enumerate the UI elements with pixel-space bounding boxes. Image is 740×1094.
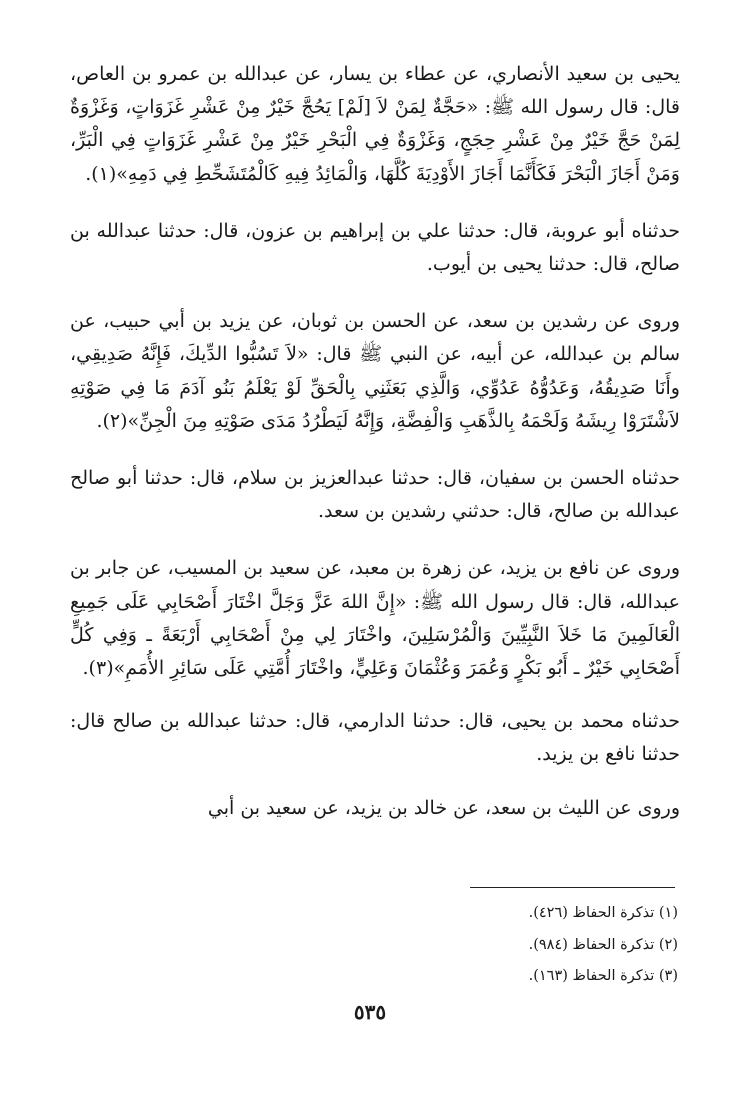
paragraph-continued: وروى عن الليث بن سعد، عن خالد بن يزيد، عن سعيد بن أبي	[207, 796, 680, 819]
footnote-item: (٣) تذكرة الحفاظ (١٦٣).	[528, 968, 678, 984]
page-body	[70, 58, 680, 825]
paragraph-isnad-1: حدثناه أبو عروبة، قال: حدثنا علي بن إبراهيم بن عزون، قال: حدثنا عبدالله بن صالح، قال: حدثنا يحيى بن أيوب.	[70, 219, 680, 276]
paragraph-isnad-2: حدثناه الحسن بن سفيان، قال: حدثنا عبدالعزيز بن سلام، قال: حدثنا أبو صالح عبدالله بن صالح، قال: حدثني رشدين بن سعد.	[70, 467, 680, 523]
paragraph-hadith-companions: وروى عن نافع بن يزيد، عن زهرة بن معبد، عن سعيد بن المسيب، عن جابر بن عبدالله، قال: قال رسول الله ﷺ: «إِنَّ اللهَ عَزَّ وَجَلَّ اخْتَارَ أَصْحَابِي عَلَى جَمِيعِ الْعَالَمِينَ مَا خَلاَ النَّبِيِّينَ وَالْمُرْسَلِينَ، واخْتَارَ لِي مِنْ أَصْحَابِي أَرْبَعَةً ـ وَفِي كُلٍّ أَصْحَابِي خَيْرٌ ـ أَبُو بَكْرٍ وَعُمَرَ وَعُثْمَانَ وَعَلِيٍّ، واخْتَارَ أُمَّتِي عَلَى سَائِرِ الأُمَمِ»(٣).	[70, 557, 680, 680]
footnote-item: (٢) تذكرة الحفاظ (٩٨٤).	[528, 936, 678, 953]
footnote-item: (١) تذكرة الحفاظ (٤٢٦).	[528, 905, 678, 921]
footnotes	[378, 898, 678, 993]
paragraph-hadith-rooster: وروى عن رشدين بن سعد، عن الحسن بن ثوبان، عن يزيد بن أبي حبيب، عن سالم بن عبدالله، عن أبيه، عن النبي ﷺ قال: «لاَ تَسُبُّوا الدِّيكَ، فَإِنَّهُ صَدِيقِي، وأَنَا صَدِيقُهُ، وَعَدُوُّهُ عَدُوِّي، وَالَّذِي بَعَثَنِي بِالْحَقِّ لَوْ يَعْلَمُ بَنُو آدَمَ مَا فِي صَوْتِهِ لاَشْتَرَوْا رِيشَهُ وَلَحْمَهُ بِالذَّهَبِ وَالْفِضَّةِ، وَإِنَّهُ لَيَطْرُدُ مَدَى صَوْتِهِ مِنَ الْجِنِّ»(٢).	[70, 310, 680, 432]
page-number: ٥٣٥	[353, 1000, 387, 1024]
paragraph-hadith-hajj: يحيى بن سعيد الأنصاري، عن عطاء بن يسار، عن عبدالله بن عمرو بن العاص، قال: قال رسول الله ﷺ: «حَجَّةٌ لِمَنْ لاَ [لَمْ] يَحُجَّ خَيْرٌ مِنْ عَشْرِ غَزَوَاتٍ، وَغَزْوَةٌ لِمَنْ حَجَّ خَيْرٌ مِنْ عَشْرِ حِجَجٍ، وَغَزْوَةٌ فِي الْبَحْرِ خَيْرٌ مِنْ عَشْرِ غَزَوَاتٍ فِي الْبَرِّ، وَمَنْ أَجَازَ الْبَحْرَ فَكَأَنَّمَا أَجَازَ الأَوْدِيَةَ كُلَّهَا، وَالْمَائِدُ فِيهِ كَالْمُتَشَحِّطِ فِي دَمِهِ»(١).	[70, 63, 680, 185]
footnote-divider	[470, 887, 675, 888]
paragraph-isnad-3: حدثناه محمد بن يحيى، قال: حدثنا الدارمي، قال: حدثنا عبدالله بن صالح قال: حدثنا نافع بن يزيد.	[70, 710, 680, 766]
